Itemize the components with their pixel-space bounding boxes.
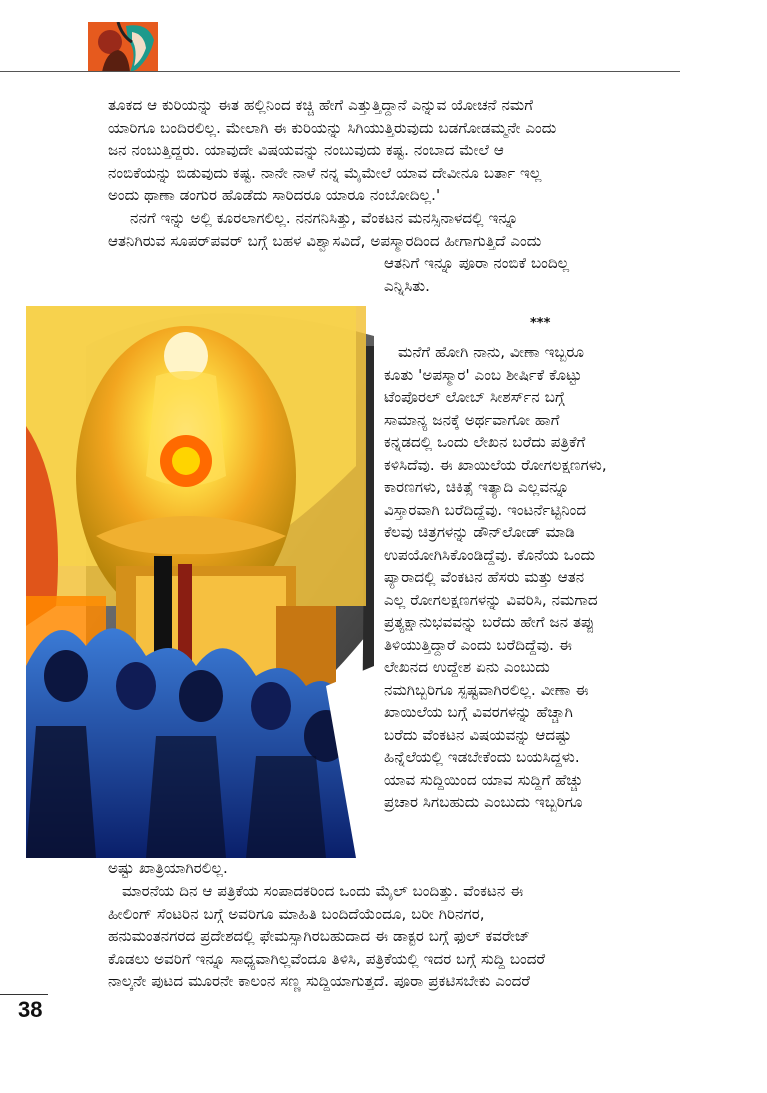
text-line: ಹಿನ್ನೆಲೆಯಲ್ಲಿ ಇಡಬೇಕೆಂದು ಬಯಸಿದ್ದಳು. bbox=[384, 748, 580, 766]
paragraph-2 bbox=[108, 207, 668, 252]
text-line: ವಿಸ್ತಾರವಾಗಿ ಬರೆದಿದ್ದೆವು. ಇಂಟರ್ನೆಟ್ಟಿನಿಂದ bbox=[384, 500, 587, 519]
paragraph-1 bbox=[108, 94, 668, 207]
text-line: ಕೊಡಲು ಅವರಿಗೆ ಇನ್ನೂ ಸಾಧ್ಯವಾಗಿಲ್ಲವೆಂದೂ ತಿಳಿಸಿ, ಪತ್ರಿಕೆಯಲ್ಲಿ ಇದರ ಬಗ್ಗೆ ಸುದ್ದಿ ಬಂದರೆ bbox=[108, 949, 546, 968]
section-separator: *** bbox=[530, 316, 551, 331]
text-line: ನಂಬಿಕೆಯನ್ನು ಬಿಡುವುದು ಕಷ್ಟ. ನಾನೇ ನಾಳೆ ನನ್ನ ಮೈಮೇಲೆ ಯಾವ ದೇವೀನೂ ಬರ್ತಾ ಇಲ್ಲ bbox=[108, 163, 542, 182]
text-line: ಉಪಯೋಗಿಸಿಕೊಂಡಿದ್ದೆವು. ಕೊನೆಯ ಒಂದು bbox=[384, 545, 596, 564]
text-line: ಆತನಿಗಿರುವ ಸೂಪರ್‌ಪವರ್ ಬಗ್ಗೆ ಬಹಳ ವಿಶ್ವಾಸವಿದೆ, ಅಪಸ್ಮಾರದಿಂದ ಹೀಗಾಗುತ್ತಿದೆ ಎಂದು bbox=[108, 231, 542, 250]
text-line: ತಿಳಿಯುತ್ತಿದ್ದಾರೆ ಎಂದು ಬರೆದಿದ್ದೆವು. ಈ bbox=[384, 635, 572, 654]
text-line: ಕಾರಣಗಳು, ಚಿಕಿತ್ಸೆ ಇತ್ಯಾದಿ ಎಲ್ಲವನ್ನೂ bbox=[384, 478, 570, 496]
text-line: ತೂಕದ ಆ ಕುರಿಯನ್ನು ಈತ ಹಲ್ಲಿನಿಂದ ಕಚ್ಚಿ ಹೇಗೆ ಎತ್ತುತ್ತಿದ್ದಾನೆ ಎನ್ನುವ ಯೋಚನೆ ನಮಗೆ bbox=[108, 96, 534, 114]
text-line: ಎನ್ನಿಸಿತು. bbox=[384, 276, 430, 295]
text-line: ಯಾರಿಗೂ ಬಂದಿರಲಿಲ್ಲ. ಮೇಲಾಗಿ ಈ ಕುರಿಯನ್ನು ಸಿಗಿಯುತ್ತಿರುವುದು ಬಡಗೋಡಮ್ಮನೇ ಎಂದು bbox=[108, 118, 557, 137]
text-line: ಅಷ್ಟು ಖಾತ್ರಿಯಾಗಿರಲಿಲ್ಲ. bbox=[108, 859, 228, 877]
text-line: ಲೇಖನದ ಉದ್ದೇಶ ಏನು ಎಂಬುದು bbox=[384, 658, 550, 676]
page-number: 38 bbox=[18, 997, 43, 1022]
text-line: ಟೆಂಪೊರಲ್ ಲೋಬ್ ಸೀಶರ್ಸ್‌ನ ಬಗ್ಗೆ bbox=[384, 388, 565, 406]
column-paragraph bbox=[384, 341, 674, 814]
meditation-illustration bbox=[26, 306, 374, 858]
text-line: ನಾಲ್ಕನೇ ಪುಟದ ಮೂರನೇ ಕಾಲಂನ ಸಣ್ಣ ಸುದ್ದಿಯಾಗುತ್ತದೆ. ಪೂರಾ ಪ್ರಕಟಿಸಬೇಕು ಎಂದರೆ bbox=[108, 972, 531, 990]
text-line: ಹೀಲಿಂಗ್ ಸೆಂಟರಿನ ಬಗ್ಗೆ ಅವರಿಗೂ ಮಾಹಿತಿ ಬಂದಿದೆಯೆಂದೂ, ಬರೀ ಗಿರಿನಗರ, bbox=[108, 904, 485, 923]
text-line: ಹನುಮಂತನಗರದ ಪ್ರದೇಶದಲ್ಲಿ ಫೇಮಸ್ಸಾಗಿರಬಹುದಾದ ಈ ಡಾಕ್ಟರ ಬಗ್ಗೆ ಫುಲ್ ಕವರೇಜ್ bbox=[108, 927, 531, 945]
text-line: ಪ್ಯಾರಾದಲ್ಲಿ ವೆಂಕಟನ ಹೆಸರು ಮತ್ತು ಆತನ bbox=[384, 568, 585, 586]
text-line: ಮಾರನೆಯ ದಿನ ಆ ಪತ್ರಿಕೆಯ ಸಂಪಾದಕರಿಂದ ಒಂದು ಮೈಲ್ ಬಂದಿತ್ತು. ವೆಂಕಟನ ಈ bbox=[122, 882, 524, 900]
text-line: ಕೂತು 'ಅಪಸ್ಮಾರ' ಎಂಬ ಶೀರ್ಷಿಕೆ ಕೊಟ್ಟು bbox=[384, 365, 582, 384]
text-line: ಎಲ್ಲ ರೋಗಲಕ್ಷಣಗಳನ್ನು ವಿವರಿಸಿ, ನಮಗಾದ bbox=[384, 590, 598, 609]
paragraph-2-continued bbox=[384, 252, 674, 297]
text-line: ಯಾವ ಸುದ್ದಿಯಿಂದ ಯಾವ ಸುದ್ದಿಗೆ ಹೆಚ್ಚು bbox=[384, 770, 583, 789]
footer-divider bbox=[0, 994, 48, 995]
text-line: ಕೆಲವು ಚಿತ್ರಗಳನ್ನು ಡೌನ್‌ಲೋಡ್ ಮಾಡಿ bbox=[384, 523, 575, 541]
text-line: ನಮಗಿಬ್ಬರಿಗೂ ಸ್ಪಷ್ಟವಾಗಿರಲಿಲ್ಲ. ವೀಣಾ ಈ bbox=[384, 680, 589, 699]
text-line: ಮನೆಗೆ ಹೋಗಿ ನಾನು, ವೀಣಾ ಇಬ್ಬರೂ bbox=[398, 343, 585, 361]
text-line: ಪ್ರಚಾರ ಸಿಗಬಹುದು ಎಂಬುದು ಇಬ್ಬರಿಗೂ bbox=[384, 793, 583, 811]
text-line: ನನಗೆ ಇನ್ನು ಅಲ್ಲಿ ಕೂರಲಾಗಲಿಲ್ಲ. ನನಗನಿಸಿತ್ತು, ವೆಂಕಟನ ಮನಸ್ಸಿನಾಳದಲ್ಲಿ ಇನ್ನೂ bbox=[130, 209, 519, 227]
column-paragraph-continued bbox=[108, 857, 668, 880]
text-line: ಬರೆದು ವೆಂಕಟನ ವಿಷಯವನ್ನು ಆದಷ್ಟು bbox=[384, 725, 572, 744]
text-line: ಜನ ನಂಬುತ್ತಿದ್ದರು. ಯಾವುದೇ ವಿಷಯವನ್ನು ನಂಬುವುದು ಕಷ್ಟ. ನಂಬಾದ ಮೇಲೆ ಆ bbox=[108, 141, 504, 159]
paragraph-last bbox=[108, 880, 668, 993]
header-divider bbox=[0, 71, 680, 72]
text-line: ಪ್ರತ್ಯಕ್ಷಾನುಭವವನ್ನು ಬರೆದು ಹೇಗೆ ಜನ ತಪ್ಪು bbox=[384, 613, 595, 631]
magazine-logo bbox=[88, 22, 158, 72]
text-line: ಕಳಿಸಿದೆವು. ಈ ಖಾಯಿಲೆಯ ರೋಗಲಕ್ಷಣಗಳು, bbox=[384, 455, 607, 474]
text-line: ಕನ್ನಡದಲ್ಲಿ ಒಂದು ಲೇಖನ ಬರೆದು ಪತ್ರಿಕೆಗೆ bbox=[384, 433, 586, 451]
text-line: ಆತನಿಗೆ ಇನ್ನೂ ಪೂರಾ ನಂಬಿಕೆ ಬಂದಿಲ್ಲ bbox=[384, 254, 570, 272]
text-line: ಖಾಯಿಲೆಯ ಬಗ್ಗೆ ವಿವರಗಳನ್ನು ಹೆಚ್ಚಾಗಿ bbox=[384, 703, 573, 721]
text-line: ಸಾಮಾನ್ಯ ಜನಕ್ಕೆ ಅರ್ಥವಾಗೋ ಹಾಗೆ bbox=[384, 410, 560, 429]
text-line: ಅಂದು ಥಾಣಾ ಡಂಗುರ ಹೊಡೆದು ಸಾರಿದರೂ ಯಾರೂ ನಂಬೋದಿಲ್ಲ.' bbox=[108, 186, 441, 204]
